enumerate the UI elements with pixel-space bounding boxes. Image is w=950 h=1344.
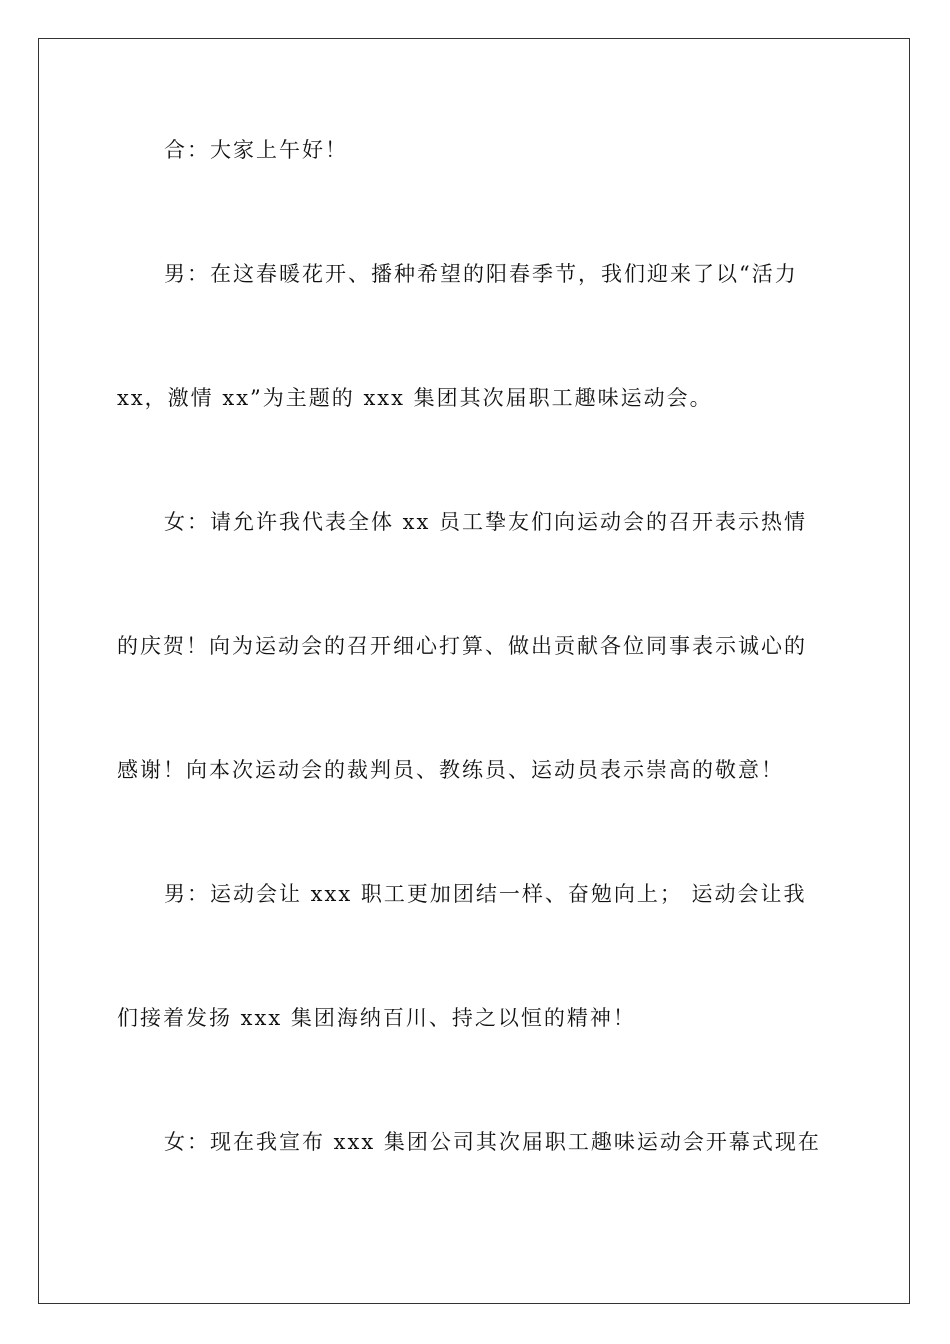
paragraph-line-5: 的庆贺！向为运动会的召开细心打算、做出贡献各位同事表示诚心的 xyxy=(117,634,807,658)
paragraph-line-2: 男：在这春暖花开、播种希望的阳春季节，我们迎来了以“活力 xyxy=(164,262,798,286)
paragraph-line-3: xx，激情 xx”为主题的 xxx 集团其次届职工趣味运动会。 xyxy=(117,386,713,410)
paragraph-line-7: 男：运动会让 xxx 职工更加团结一样、奋勉向上； 运动会让我 xyxy=(164,882,807,906)
page-border xyxy=(38,38,910,1304)
paragraph-line-1: 合：大家上午好！ xyxy=(164,138,348,162)
paragraph-line-6: 感谢！向本次运动会的裁判员、教练员、运动员表示崇高的敬意！ xyxy=(117,758,784,782)
paragraph-line-4: 女：请允许我代表全体 xx 员工挚友们向运动会的召开表示热情 xyxy=(164,510,808,534)
paragraph-line-9: 女：现在我宣布 xxx 集团公司其次届职工趣味运动会开幕式现在 xyxy=(164,1130,821,1154)
paragraph-line-8: 们接着发扬 xxx 集团海纳百川、持之以恒的精神！ xyxy=(117,1006,636,1030)
